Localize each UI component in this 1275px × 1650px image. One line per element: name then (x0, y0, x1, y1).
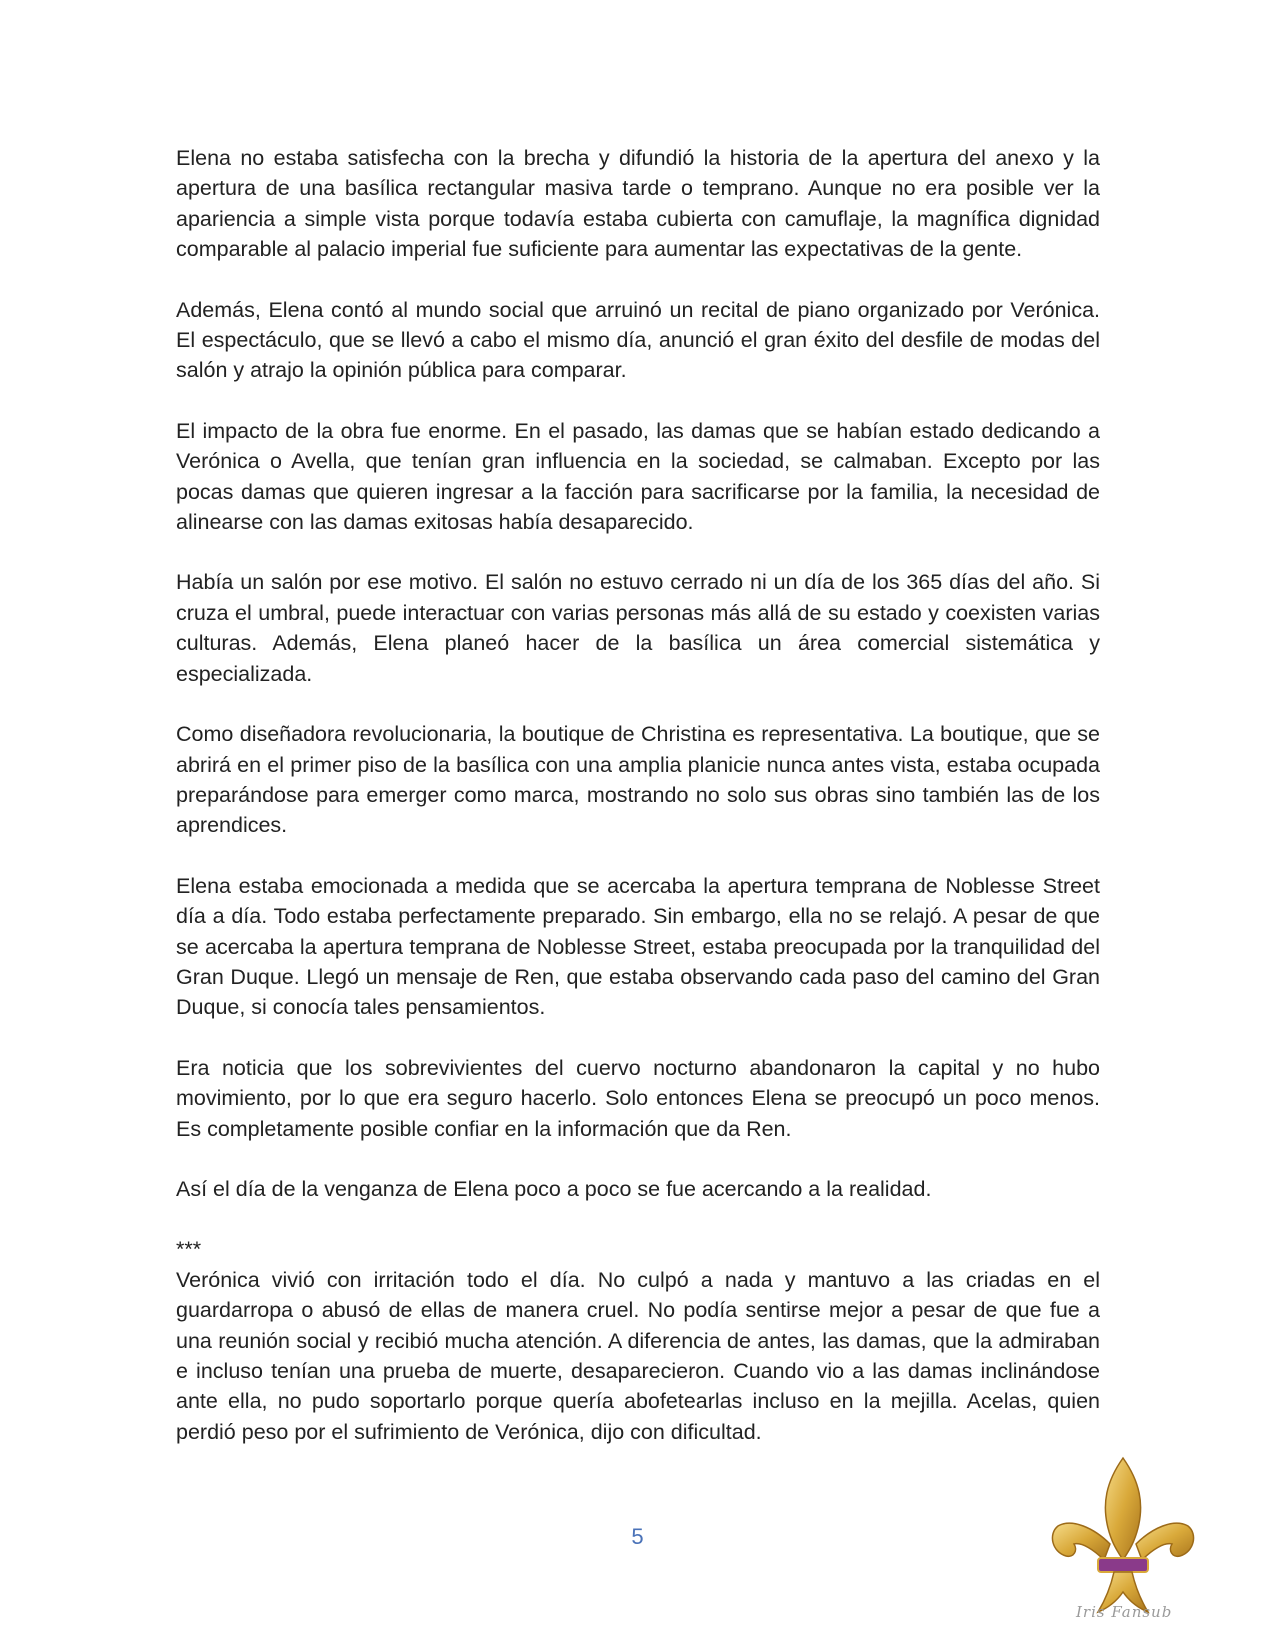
paragraph: Era noticia que los sobrevivientes del cuervo nocturno abandonaron la capital y no hubo movimiento, por lo que era seguro hacerlo. Solo entonces Elena se preocupó un poco menos. Es completamente posible confiar en la información que da Ren. (176, 1055, 1100, 1141)
paragraph: Como diseñadora revolucionaria, la boutique de Christina es representativa. La boutique, que se abrirá en el primer piso de la basílica con una amplia planicie nunca antes vista, estaba ocupada preparándose para emerger como marca, mostrando no solo sus obras sino también las de los aprendices. (176, 722, 1100, 838)
paragraph: El impacto de la obra fue enorme. En el pasado, las damas que se habían estado dedicando a Verónica o Avella, que tenían gran influencia en la sociedad, se calmaban. Excepto por las pocas damas que quieren ingresar a la facción para sacrificarse por la familia, la necesidad de alinearse con las damas exitosas había desaparecido. (176, 418, 1100, 535)
paragraph: Elena no estaba satisfecha con la brecha y difundió la historia de la apertura del anexo y la apertura de una basílica rectangular masiva tarde o temprano. Aunque no era posible ver la apariencia a simple vista porque todavía estaba cubierta con camuflaje, la magnífica dignidad comparable al palacio imperial fue suficiente para aumentar las expectativas de la gente. (176, 146, 1100, 262)
paragraph: Además, Elena contó al mundo social que arruinó un recital de piano organizado por Verónica. El espectáculo, que se llevó a cabo el mismo día, anunció el gran éxito del desfile de modas del salón y atrajo la opinión pública para comparar. (176, 297, 1100, 383)
paragraph: Elena estaba emocionada a medida que se acercaba la apertura temprana de Noblesse Street día a día. Todo estaba perfectamente preparado. Sin embargo, ella no se relajó. A pesar de que se acercaba la apertura temprana de Noblesse Street, estaba preocupada por la tranquilidad del Gran Duque. Llegó un mensaje de Ren, que estaba observando cada paso del camino del Gran Duque, si conocía tales pensamientos. (176, 873, 1100, 1020)
paragraph: Había un salón por ese motivo. El salón no estuvo cerrado ni un día de los 365 días del año. Si cruza el umbral, puede interactuar con varias personas más allá de su estado y coexisten varias culturas. Además, Elena planeó hacer de la basílica un área comercial sistemática y especializada. (176, 570, 1100, 686)
section-separator: *** (176, 1237, 202, 1262)
document-body (176, 143, 1100, 1477)
paragraph: Así el día de la venganza de Elena poco a poco se fue acercando a la realidad. (176, 1176, 932, 1201)
page-number: 5 (631, 1524, 644, 1549)
paragraph-final: Verónica vivió con irritación todo el día. No culpó a nada y mantuvo a las criadas en el guardarropa o abusó de ellas de manera cruel. No podía sentirse mejor a pesar de que fue a una reunión social y recibió mucha atención. A diferencia de antes, las damas, que la admiraban e incluso tenían una prueba de muerte, desaparecieron. Cuando vio a las damas inclinándose ante ella, no pudo soportarlo porque quería abofetearlas incluso en la mejilla. Acelas, quien perdió peso por el sufrimiento de Verónica, dijo con dificultad. (176, 1267, 1100, 1444)
logo-signature: Iris Fansub (1076, 1603, 1173, 1621)
